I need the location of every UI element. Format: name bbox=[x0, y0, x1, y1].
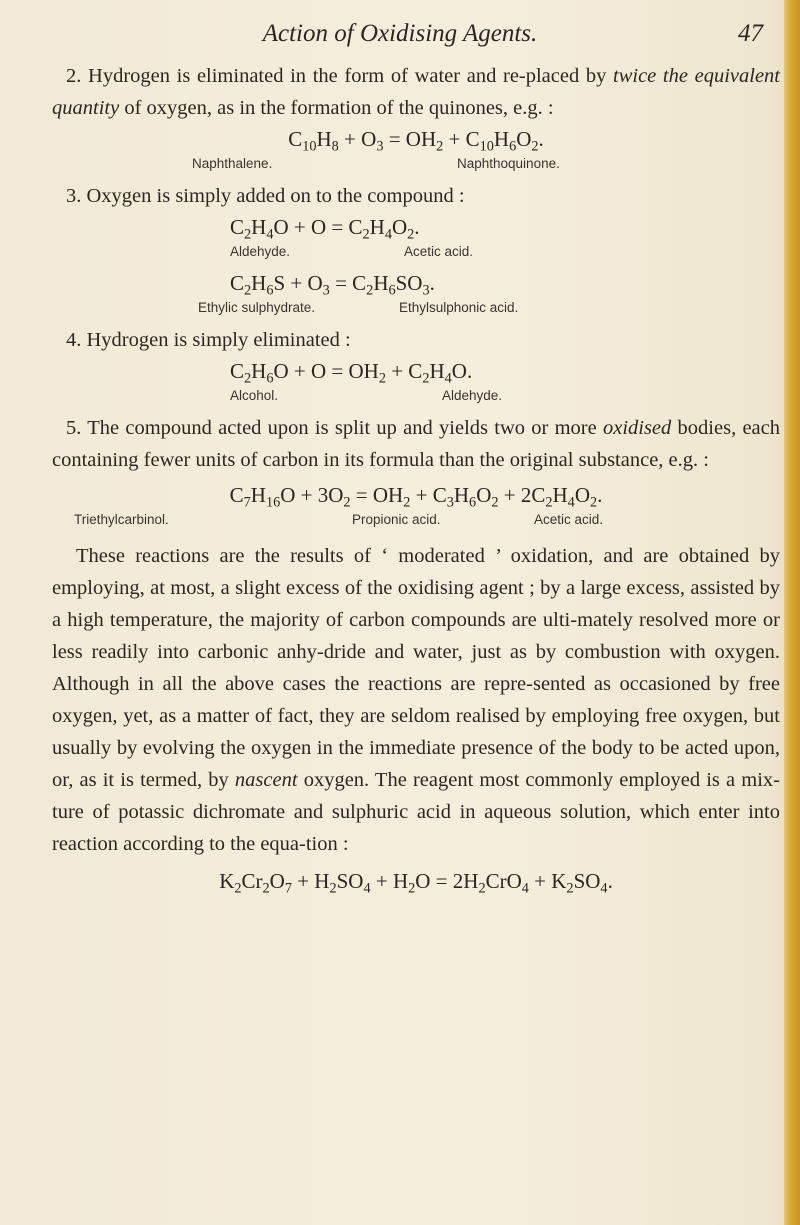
emphasis: nascent bbox=[234, 769, 298, 791]
compound-name: Ethylsulphonic acid. bbox=[399, 300, 519, 315]
equation-dichromate: $K_2Cr_2O_7 + H_2SO_4 + H_2O = 2H_2CrO_4 + K_2SO_4$. bbox=[219, 869, 613, 897]
running-title: Action of Oxidising Agents. bbox=[262, 20, 538, 47]
equation-alcohol: $C_2H_6O + O = OH_2 + C_2H_4O$. bbox=[230, 359, 473, 387]
compound-name: Naphthalene. bbox=[192, 156, 273, 171]
equation-quinone: $C_{10}H_8 + O_3 = OH_2 + C_{10}H_6O_2$. bbox=[288, 127, 544, 155]
page-edge bbox=[784, 0, 800, 1225]
emphasis: twice the equivalent quantity bbox=[52, 65, 780, 119]
running-header bbox=[0, 16, 800, 52]
item-5-text: 5. The compound acted upon is split up and yields two or more oxidised bodies, each containing fewer units of carbon in its formula than the original substance, e.g. : bbox=[52, 417, 780, 471]
equation-sulphonic: $C_2H_6S + O_3 = C_2H_6SO_3$. bbox=[230, 271, 435, 299]
equation-aldehyde: $C_2H_4O + O = C_2H_4O_2$. bbox=[230, 215, 420, 243]
compound-name: Propionic acid. bbox=[352, 512, 441, 527]
emphasis: oxidised bbox=[602, 417, 672, 439]
page-content bbox=[52, 60, 780, 896]
compound-name: Aldehyde. bbox=[442, 388, 503, 403]
body-paragraph: These reactions are the results of ‘ moderated ’ oxidation, and are obtained by employing, at most, a slight excess of the oxidising agent ; by a large excess, assisted by a high temperature, the majority of carbon compounds are ulti-mately resolved more or less readily into carbonic anhy-dride and water, just as by combustion with oxygen. Although in all the above cases the reactions are repre-sented as occasioned by free oxygen, yet, as a matter of fact, they are seldom realised by employing free oxygen, but usually by evolving the oxygen in the immediate presence of the body to be acted upon, or, as it is termed, by nascent oxygen. The reagent most commonly employed is a mix-ture of potassic dichromate and sulphuric acid in aqueous solution, which enter into reaction according to the equa-tion : bbox=[52, 545, 780, 855]
equation-carbinol: $C_7H_{16}O + 3O_2 = OH_2 + C_3H_6O_2 + 2C_2H_4O_2$. bbox=[229, 483, 603, 511]
page-number: 47 bbox=[738, 20, 763, 47]
item-4-text: 4. Hydrogen is simply eliminated : bbox=[66, 329, 351, 351]
item-3-text: 3. Oxygen is simply added on to the compound : bbox=[66, 185, 465, 207]
compound-name: Alcohol. bbox=[230, 388, 279, 403]
equation-names bbox=[52, 298, 780, 320]
compound-name: Ethylic sulphydrate. bbox=[198, 300, 316, 315]
compound-name: Aldehyde. bbox=[230, 244, 291, 259]
equation-names bbox=[52, 510, 780, 532]
compound-name: Acetic acid. bbox=[534, 512, 604, 527]
equation-names bbox=[52, 242, 780, 264]
item-2-text: 2. Hydrogen is eliminated in the form of water and re-placed by twice the equivalent quantity of oxygen, as in the formation of the quinones, e.g. : bbox=[52, 65, 780, 119]
equation-names bbox=[52, 386, 780, 408]
equation-names bbox=[52, 154, 780, 176]
compound-name: Triethylcarbinol. bbox=[74, 512, 169, 527]
compound-name: Naphthoquinone. bbox=[457, 156, 560, 171]
compound-name: Acetic acid. bbox=[404, 244, 474, 259]
